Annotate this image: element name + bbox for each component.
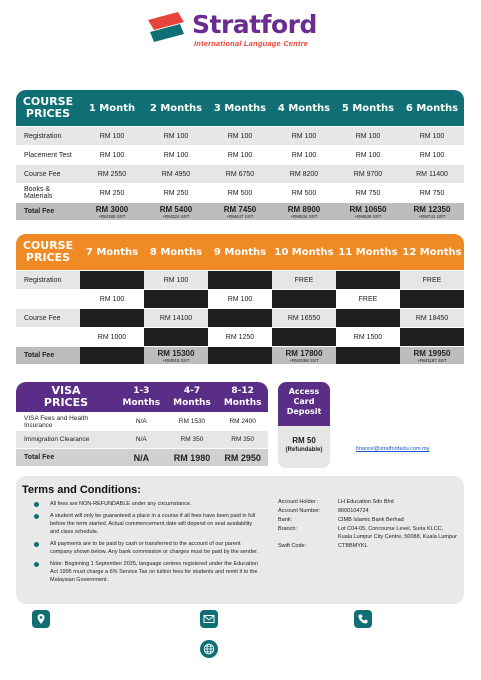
cell: RM 500	[272, 183, 336, 202]
bank-row: Swift Code: CTBBMYKL	[278, 543, 368, 549]
row-label: Course Fee	[16, 164, 80, 183]
redacted-cell	[80, 270, 144, 289]
redacted-cell	[144, 289, 208, 308]
row-label: Total Fee	[16, 202, 80, 220]
row-label: Course Fee	[16, 308, 80, 327]
cell: FREE	[272, 270, 336, 289]
phone-icon[interactable]	[354, 610, 372, 628]
redacted-cell	[208, 346, 272, 364]
cell: RM 100	[80, 145, 144, 164]
cell: RM 350	[167, 430, 218, 448]
cell: RM 1000	[80, 327, 144, 346]
cell: RM 250	[80, 183, 144, 202]
bullet-icon	[34, 502, 39, 507]
column-header: 9 Months	[208, 234, 272, 270]
terms-list	[22, 500, 260, 588]
column-header: 2 Months	[144, 90, 208, 126]
bank-details	[278, 498, 458, 551]
total-cell: N/A	[116, 448, 167, 466]
table-row	[16, 126, 464, 145]
redacted-cell	[400, 289, 464, 308]
row-label	[16, 289, 80, 308]
list-item: A student will only be guaranteed a place in a course if all fees have been paid in full before the term started. Actual commencement date will depend on seat availability and class schedule.	[22, 512, 260, 536]
total-cell: RM 17800 +RM1068 SST	[272, 346, 336, 364]
brand-name: Stratford	[192, 10, 317, 39]
mail-icon[interactable]	[200, 610, 218, 628]
access-card-note: (Refundable)	[285, 447, 323, 453]
cell: RM 350	[217, 430, 268, 448]
cell: RM 100	[80, 126, 144, 145]
bank-row: Account Holder : LH Education Sdn Bhd	[278, 499, 394, 505]
location-icon[interactable]	[32, 610, 50, 628]
redacted-cell	[336, 308, 400, 327]
total-row	[16, 448, 268, 466]
cell: RM 100	[80, 289, 144, 308]
row-label: VISA Fees and Health Insurance	[16, 412, 116, 430]
cell: RM 9700	[336, 164, 400, 183]
cell: RM 6750	[208, 164, 272, 183]
cell: RM 2550	[80, 164, 144, 183]
cell: RM 100	[208, 289, 272, 308]
cell: RM 100	[336, 126, 400, 145]
redacted-cell	[272, 327, 336, 346]
table-title: VISA PRICES	[16, 382, 116, 412]
brand-subtitle: International Language Centre	[194, 39, 309, 48]
row-label: Registration	[16, 270, 80, 289]
row-label: Total Fee	[16, 448, 116, 466]
cell: RM 100	[144, 145, 208, 164]
table-row	[16, 183, 464, 202]
column-header: 6 Months	[400, 90, 464, 126]
cell: N/A	[116, 412, 167, 430]
cell: RM 1500	[336, 327, 400, 346]
total-cell: RM 2950	[217, 448, 268, 466]
redacted-cell	[336, 346, 400, 364]
bullet-icon	[34, 542, 39, 547]
column-header: 1-3 Months	[116, 382, 167, 412]
table-row	[16, 308, 464, 327]
redacted-cell	[80, 346, 144, 364]
column-header: 5 Months	[336, 90, 400, 126]
total-cell: RM 1980	[167, 448, 218, 466]
cell: RM 1530	[167, 412, 218, 430]
column-header: 1 Month	[80, 90, 144, 126]
bank-row: Branch: Lot C04-05, Concourse Level, Suria KLCC, Kuala Lumpur City Centre, 50088, Kuala Lumpur	[278, 526, 457, 540]
row-label: Placement Test	[16, 145, 80, 164]
access-card-title: Access Card Deposit	[278, 382, 330, 426]
table-row	[16, 289, 464, 308]
total-cell: RM 15300 +RM918 SST	[144, 346, 208, 364]
total-cell: RM 19950 +RM1197 SST	[400, 346, 464, 364]
column-header: 4-7 Months	[167, 382, 218, 412]
cell: RM 100	[400, 145, 464, 164]
column-header: 7 Months	[80, 234, 144, 270]
total-cell: RM 10650 +RM639 SST	[336, 202, 400, 220]
access-card-price: RM 50	[292, 436, 316, 445]
bullet-icon	[34, 562, 39, 567]
bullet-icon	[34, 514, 39, 519]
cell: RM 2400	[217, 412, 268, 430]
cell: RM 1250	[208, 327, 272, 346]
table-row	[16, 145, 464, 164]
cell: RM 100	[144, 270, 208, 289]
column-header: 4 Months	[272, 90, 336, 126]
row-label	[16, 327, 80, 346]
cell: FREE	[336, 289, 400, 308]
table-title: COURSE PRICES	[16, 234, 80, 270]
cell: RM 100	[272, 145, 336, 164]
logo-mark-icon	[144, 10, 188, 46]
table-row	[16, 270, 464, 289]
finance-email-link[interactable]: finance@stratfordedu.com.my	[356, 446, 430, 452]
brand-logo	[140, 8, 340, 50]
total-cell: RM 8900 +RM534 SST	[272, 202, 336, 220]
globe-icon[interactable]	[200, 640, 218, 658]
cell: RM 100	[208, 145, 272, 164]
table-row	[16, 164, 464, 183]
cell: RM 100	[400, 126, 464, 145]
row-label: Registration	[16, 126, 80, 145]
table-row	[16, 412, 268, 430]
row-label: Total Fee	[16, 346, 80, 364]
redacted-cell	[272, 289, 336, 308]
table-title: COURSE PRICES	[16, 90, 80, 126]
total-row	[16, 346, 464, 364]
redacted-cell	[208, 308, 272, 327]
list-item: Note: Beginning 1 September 2025, language centres registered under the Education Act 1995 must charge a 6% Service Tax on tuition fees for students and remit it to the Malaysian Government.	[22, 560, 260, 584]
bank-row: Account Number: 8600104724	[278, 508, 369, 514]
cell: FREE	[400, 270, 464, 289]
cell: RM 16550	[272, 308, 336, 327]
cell: RM 100	[272, 126, 336, 145]
cell: RM 750	[336, 183, 400, 202]
table-row	[16, 430, 268, 448]
cell: RM 4950	[144, 164, 208, 183]
total-cell: RM 12350 +RM741 SST	[400, 202, 464, 220]
cell: RM 250	[144, 183, 208, 202]
column-header: 10 Months	[272, 234, 336, 270]
redacted-cell	[144, 327, 208, 346]
column-header: 3 Months	[208, 90, 272, 126]
cell: RM 18450	[400, 308, 464, 327]
column-header: 8 Months	[144, 234, 208, 270]
redacted-cell	[336, 270, 400, 289]
cell: RM 8200	[272, 164, 336, 183]
bank-row: Bank: CIMB Islamic Bank Berhad	[278, 517, 404, 523]
access-card-deposit	[278, 382, 330, 468]
cell: RM 14100	[144, 308, 208, 327]
list-item: All payments are to be paid by cash or transferred to the account of our parent company shown below. Any bank commission or charges must be paid by the sender.	[22, 540, 260, 556]
course-prices-table-1	[16, 90, 464, 220]
cell: RM 11400	[400, 164, 464, 183]
total-cell: RM 5400 +RM324 SST	[144, 202, 208, 220]
cell: N/A	[116, 430, 167, 448]
table-row	[16, 327, 464, 346]
column-header: 12 Months	[400, 234, 464, 270]
cell: RM 100	[208, 126, 272, 145]
cell: RM 100	[336, 145, 400, 164]
list-item: All fees are NON-REFUNDABLE under any circumstance.	[22, 500, 260, 508]
terms-and-conditions	[16, 476, 464, 604]
row-label: Books & Materials	[16, 183, 80, 202]
column-header: 8-12 Months	[217, 382, 268, 412]
terms-title: Terms and Conditions:	[22, 484, 141, 496]
redacted-cell	[400, 327, 464, 346]
visa-prices-table	[16, 382, 268, 466]
cell: RM 100	[144, 126, 208, 145]
course-prices-table-2	[16, 234, 464, 364]
total-row	[16, 202, 464, 220]
column-header: 11 Months	[336, 234, 400, 270]
total-cell: RM 7450 +RM447 SST	[208, 202, 272, 220]
cell: RM 750	[400, 183, 464, 202]
redacted-cell	[80, 308, 144, 327]
total-cell: RM 3000 +RM180 SST	[80, 202, 144, 220]
cell: RM 500	[208, 183, 272, 202]
row-label: Immigration Clearance	[16, 430, 116, 448]
redacted-cell	[208, 270, 272, 289]
